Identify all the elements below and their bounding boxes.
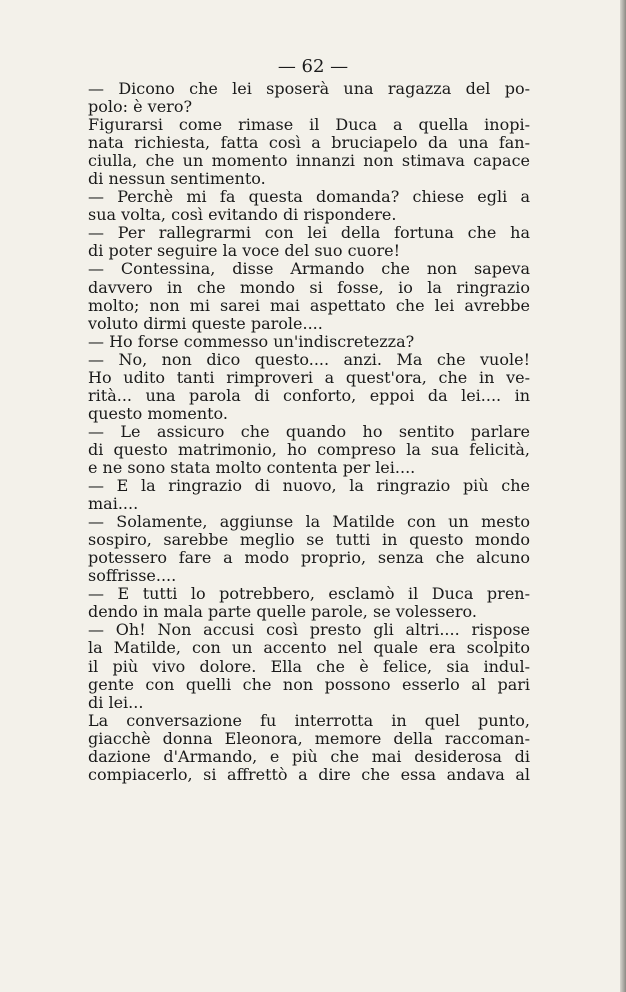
text-line: il più vivo dolore. Ella che è felice, sia indul-	[88, 656, 530, 676]
text-line: — Le assicuro che quando ho sentito parlare	[88, 421, 530, 441]
text-line: voluto dirmi queste parole....	[88, 313, 323, 333]
page-number: — 62 —	[277, 56, 349, 77]
text-line: — Solamente, aggiunse la Matilde con un mesto	[88, 512, 530, 532]
text-line: Ho udito tanti rimproveri a quest'ora, che in ve-	[88, 367, 530, 387]
text-line: Figurarsi come rimase il Duca a quella inopi-	[88, 115, 530, 135]
text-line: gente con quelli che non possono esserlo al pari	[88, 674, 530, 694]
body-text	[88, 80, 530, 784]
text-line: rità... una parola di conforto, eppoi da lei.... in	[88, 385, 530, 405]
text-line: dendo in mala parte quelle parole, se volessero.	[88, 602, 477, 622]
text-line: La conversazione fu interrotta in quel punto,	[88, 710, 530, 730]
text-line: — E tutti lo potrebbero, esclamò il Duca pren-	[88, 584, 530, 604]
text-line: — E la ringrazio di nuovo, la ringrazio più che	[88, 476, 530, 496]
text-line: di lei...	[88, 692, 144, 712]
text-line: — Dicono che lei sposerà una ragazza del po-	[88, 79, 530, 98]
text-line: molto; non mi sarei mai aspettato che lei avrebbe	[88, 295, 530, 315]
text-line: — Per rallegrarmi con lei della fortuna che ha	[88, 223, 530, 243]
text-line: di poter seguire la voce del suo cuore!	[88, 241, 401, 261]
text-line: soffrisse....	[88, 566, 177, 586]
text-line: questo momento.	[88, 403, 228, 423]
text-line: e ne sono stata molto contenta per lei....	[88, 457, 416, 477]
text-line: sua volta, così evitando di rispondere.	[88, 205, 397, 225]
text-line: — Ho forse commesso un'indiscretezza?	[88, 331, 415, 351]
text-line: nata richiesta, fatta così a bruciapelo da una fan-	[88, 133, 530, 153]
text-line: — Oh! Non accusi così presto gli altri.... rispose	[88, 620, 530, 640]
text-line: sospiro, sarebbe meglio se tutti in questo mondo	[88, 530, 530, 550]
text-line: potessero fare a modo proprio, senza che alcuno	[88, 548, 530, 568]
page-edge-shadow	[620, 0, 626, 992]
text-line: davvero in che mondo si fosse, io la ringrazio	[88, 277, 530, 297]
text-line: — Contessina, disse Armando che non sapeva	[88, 259, 530, 279]
text-line: compiacerlo, si affrettò a dire che essa andava al	[88, 764, 530, 784]
text-line: polo: è vero?	[88, 97, 193, 117]
text-line: di nessun sentimento.	[88, 169, 266, 189]
text-line: di questo matrimonio, ho compreso la sua felicità,	[88, 439, 530, 459]
text-line: mai....	[88, 494, 139, 514]
text-line: la Matilde, con un accento nel quale era scolpito	[88, 638, 530, 658]
text-line: ciulla, che un momento innanzi non stimava capace	[88, 151, 530, 171]
text-line: dazione d'Armando, e più che mai desiderosa di	[88, 746, 530, 766]
text-line: — No, non dico questo.... anzi. Ma che vuole!	[88, 349, 530, 369]
text-line: giacchè donna Eleonora, memore della raccoman-	[88, 728, 530, 748]
text-line: — Perchè mi fa questa domanda? chiese egli a	[88, 187, 530, 207]
